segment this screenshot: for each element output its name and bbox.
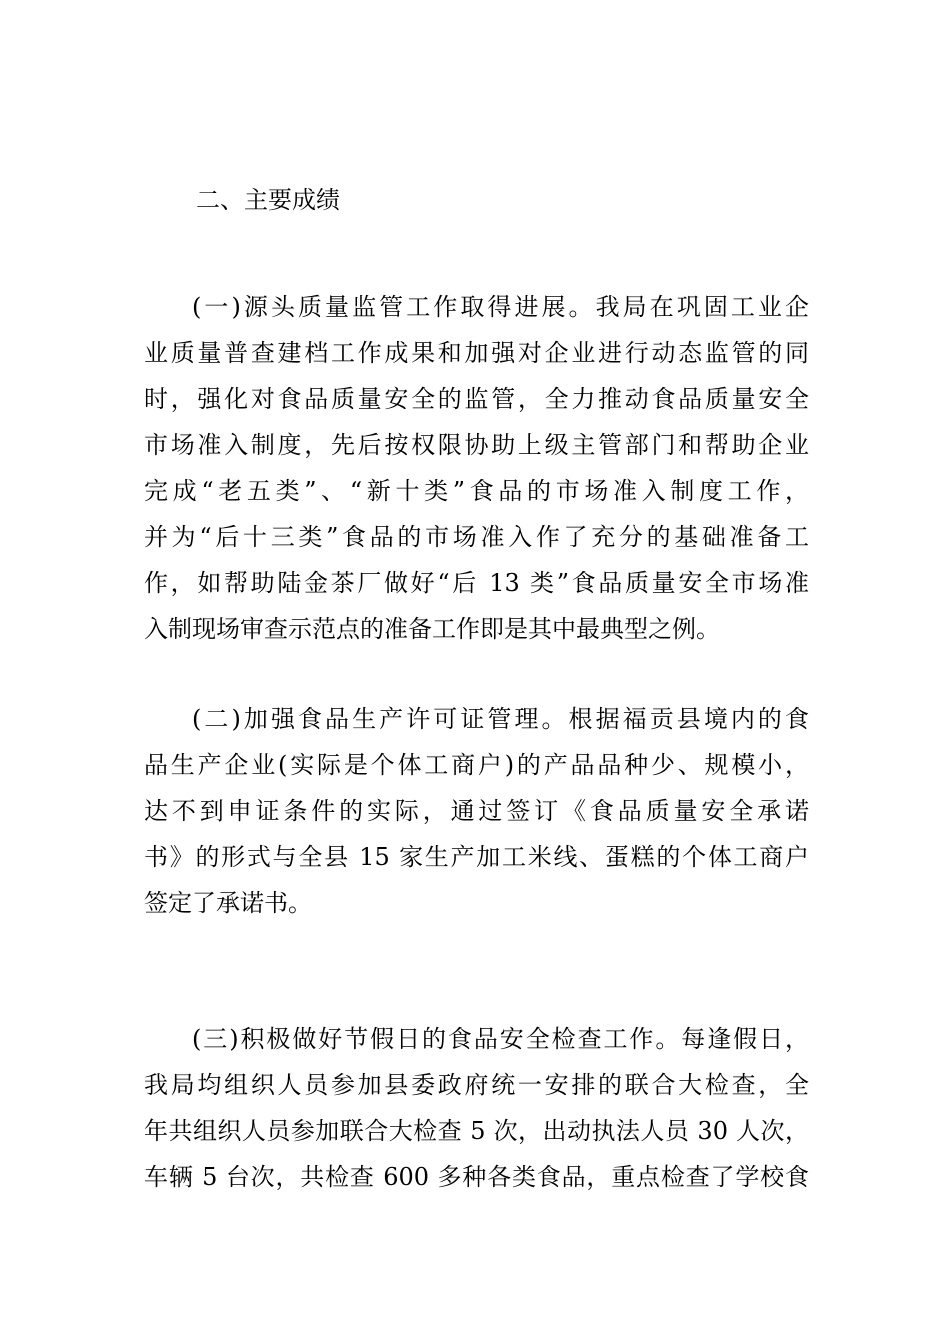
paragraph-line: 业质量普查建档工作成果和加强对企业进行动态监管的同	[144, 339, 809, 367]
paragraph-line: (三)积极做好节假日的食品安全检查工作。每逢假日，	[192, 1025, 809, 1053]
paragraph-line: 并为“后十三类”食品的市场准入作了充分的基础准备工	[144, 523, 809, 551]
paragraph-line: 达不到申证条件的实际，通过签订《食品质量安全承诺	[144, 797, 809, 825]
paragraph-line: 签定了承诺书。	[144, 889, 312, 917]
paragraph-line: 完成“老五类”、“新十类”食品的市场准入制度工作，	[144, 477, 809, 505]
paragraph-1	[144, 284, 809, 652]
paragraph-2	[144, 696, 809, 926]
section-heading: 二、主要成绩	[196, 186, 340, 214]
paragraph-line: 书》的形式与全县 15 家生产加工米线、蛋糕的个体工商户	[144, 843, 809, 871]
paragraph-3	[144, 1016, 809, 1200]
paragraph-line: 品生产企业(实际是个体工商户)的产品品种少、规模小，	[144, 751, 809, 779]
paragraph-line: 市场准入制度，先后按权限协助上级主管部门和帮助企业	[144, 431, 809, 459]
paragraph-line: 车辆 5 台次，共检查 600 多种各类食品，重点检查了学校食	[144, 1163, 809, 1191]
paragraph-line: 年共组织人员参加联合大检查 5 次，出动执法人员 30 人次，	[144, 1117, 809, 1145]
paragraph-line: (二)加强食品生产许可证管理。根据福贡县境内的食	[192, 705, 809, 733]
paragraph-line: (一)源头质量监管工作取得进展。我局在巩固工业企	[192, 293, 809, 321]
paragraph-line: 入制现场审查示范点的准备工作即是其中最典型之例。	[144, 615, 720, 643]
paragraph-line: 时，强化对食品质量安全的监管，全力推动食品质量安全	[144, 385, 809, 413]
paragraph-line: 我局均组织人员参加县委政府统一安排的联合大检查，全	[144, 1071, 809, 1099]
paragraph-line: 作，如帮助陆金茶厂做好“后 13 类”食品质量安全市场准	[144, 569, 809, 597]
